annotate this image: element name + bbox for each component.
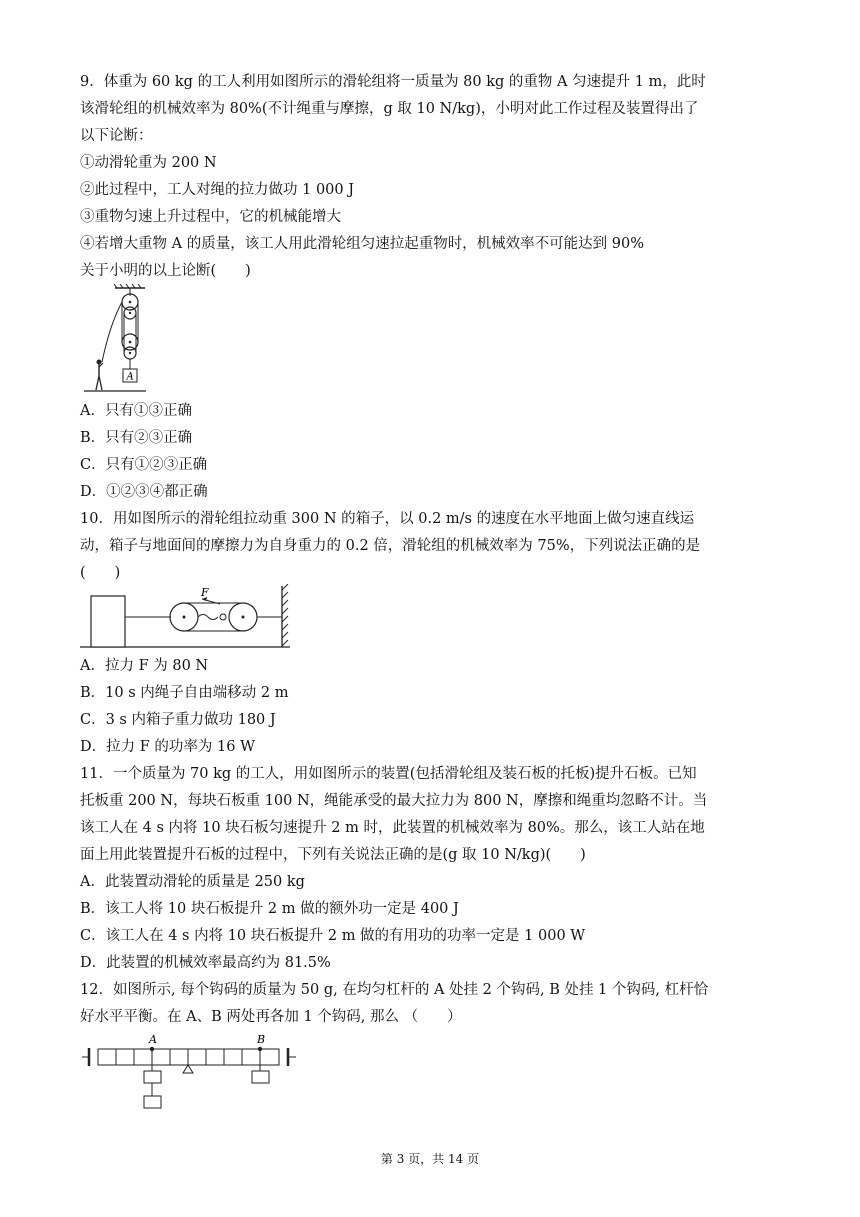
- q9-statement-3: ③重物匀速上升过程中，它的机械能增大: [80, 209, 341, 225]
- q10-stem-line-2: 动，箱子与地面间的摩擦力为自身重力的 0.2 倍，滑轮组的机械效率为 75%，下列说法正确的是: [80, 538, 701, 554]
- q11-stem-line-3: 该工人在 4 s 内将 10 块石板匀速提升 2 m 时，此装置的机械效率为 80%。那么，该工人站在地: [80, 820, 705, 836]
- q11-option-d: D．此装置的机械效率最高约为 81.5%: [80, 955, 331, 971]
- q12-point-a-label: A: [149, 1033, 157, 1046]
- q9-option-d: D．①②③④都正确: [80, 484, 208, 500]
- q9-option-a: A．只有①③正确: [80, 403, 192, 419]
- q11-stem-line-1: 11．一个质量为 70 kg 的工人，用如图所示的装置(包括滑轮组及装石板的托板)提升石板。已知: [80, 766, 697, 782]
- q9-statement-1: ①动滑轮重为 200 N: [80, 155, 217, 171]
- q12-stem-line-2: 好水平平衡。在 A、B 两处再各加 1 个钩码, 那么 （ ）: [80, 1009, 462, 1025]
- q9-option-c: C．只有①②③正确: [80, 457, 208, 473]
- q10-option-d: D．拉力 F 的功率为 16 W: [80, 739, 255, 755]
- q10-stem-line-1: 10．用如图所示的滑轮组拉动重 300 N 的箱子，以 0.2 m/s 的速度在水平地面上做匀速直线运: [80, 511, 695, 527]
- q9-load-label: A: [126, 371, 134, 383]
- q9-statement-4: ④若增大重物 A 的质量，该工人用此滑轮组匀速拉起重物时，机械效率不可能达到 90%: [80, 236, 645, 252]
- q9-statement-2: ②此过程中，工人对绳的拉力做功 1 000 J: [80, 182, 355, 198]
- q11-option-c: C．该工人在 4 s 内将 10 块石板提升 2 m 做的有用功的功率一定是 1 000 W: [80, 928, 586, 944]
- q10-option-c: C．3 s 内箱子重力做功 180 J: [80, 712, 276, 728]
- q9-pulley-figure: [80, 284, 150, 396]
- q10-option-b: B．10 s 内绳子自由端移动 2 m: [80, 685, 289, 701]
- q11-stem-line-2: 托板重 200 N，每块石板重 100 N，绳能承受的最大拉力为 800 N，摩擦和绳重均忽略不计。当: [80, 793, 708, 809]
- q10-force-label: F: [201, 586, 209, 599]
- q12-lever-figure: [80, 1030, 300, 1112]
- q12-point-b-label: B: [257, 1033, 266, 1046]
- page-footer: 第 3 页，共 14 页: [380, 1152, 480, 1166]
- q10-option-a: A．拉力 F 为 80 N: [80, 658, 209, 674]
- q9-stem-line-2: 该滑轮组的机械效率为 80%(不计绳重与摩擦，g 取 10 N/kg)，小明对此工作过程及装置得出了: [80, 101, 699, 117]
- q9-stem-line-1: 9．体重为 60 kg 的工人利用如图所示的滑轮组将一质量为 80 kg 的重物 A 匀速提升 1 m，此时: [80, 74, 706, 90]
- q11-option-b: B．该工人将 10 块石板提升 2 m 做的额外功一定是 400 J: [80, 901, 459, 917]
- q9-option-b: B．只有②③正确: [80, 430, 193, 446]
- q10-box-pulley-figure: [80, 584, 295, 650]
- q11-option-a: A．此装置动滑轮的质量是 250 kg: [80, 874, 305, 890]
- q9-stem-line-3: 以下论断：: [80, 128, 153, 144]
- q9-question: 关于小明的以上论断( ): [80, 263, 251, 279]
- q12-stem-line-1: 12．如图所示, 每个钩码的质量为 50 g, 在均匀杠杆的 A 处挂 2 个钩码, B 处挂 1 个钩码, 杠杆恰: [80, 982, 709, 998]
- q11-stem-line-4: 面上用此装置提升石板的过程中，下列有关说法正确的是(g 取 10 N/kg)( ): [80, 847, 586, 863]
- q10-stem-line-3: ( ): [80, 565, 121, 581]
